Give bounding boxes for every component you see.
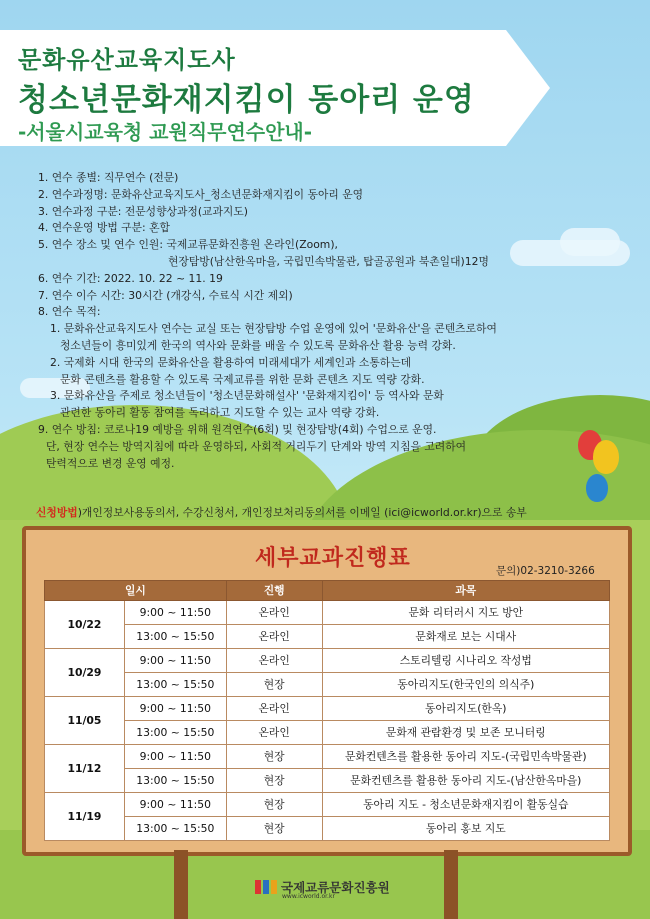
info-line: 3. 연수과정 구분: 전문성향상과정(교과지도) — [38, 204, 248, 218]
schedule-table — [44, 580, 610, 841]
schedule-title: 세부교과진행표 — [255, 546, 411, 571]
title-line-1: 문화유산교육지도사 — [18, 46, 236, 74]
table-row — [45, 697, 610, 721]
subject-cell: 동아리 홍보 지도 — [322, 817, 609, 841]
mode-cell: 온라인 — [226, 649, 322, 673]
header-subject: 과목 — [322, 581, 609, 601]
table-row — [45, 745, 610, 769]
title-line-2: 청소년문화재지킴이 동아리 운영 — [18, 82, 475, 118]
mode-cell: 온라인 — [226, 625, 322, 649]
table-row — [45, 721, 610, 745]
subject-cell: 문화 리터러시 지도 방안 — [322, 601, 609, 625]
mode-cell: 현장 — [226, 673, 322, 697]
subject-cell: 문화컨텐츠를 활용한 동아리 지도-(국립민속박물관) — [322, 745, 609, 769]
application-label: 신청방법 — [36, 506, 78, 519]
mode-cell: 현장 — [226, 793, 322, 817]
info-line: 현장탐방(남산한옥마을, 국립민속박물관, 탑골공원과 북촌일대)12명 — [168, 254, 489, 268]
info-line: 9. 연수 방침: 코로나19 예방을 위해 원격연수(6회) 및 현장탐방(4회) 수업으로 운영. — [38, 422, 437, 436]
subject-cell: 동아리지도(한옥) — [322, 697, 609, 721]
info-line: 단, 현장 연수는 방역지침에 따라 운영하되, 사회적 거리두기 단계와 방역 지침을 고려하여 — [46, 439, 467, 453]
mode-cell: 온라인 — [226, 697, 322, 721]
mode-cell: 온라인 — [226, 601, 322, 625]
time-cell: 13:00 ~ 15:50 — [124, 673, 226, 697]
table-row — [45, 769, 610, 793]
header-datetime: 일시 — [45, 581, 227, 601]
subject-cell: 동아리 지도 - 청소년문화재지킴이 활동실습 — [322, 793, 609, 817]
subject-cell: 문화재 관람환경 및 보존 모니터링 — [322, 721, 609, 745]
date-cell: 11/19 — [45, 793, 125, 841]
mode-cell: 현장 — [226, 745, 322, 769]
mode-cell: 현장 — [226, 769, 322, 793]
mode-cell: 온라인 — [226, 721, 322, 745]
time-cell: 9:00 ~ 11:50 — [124, 793, 226, 817]
info-line: 2. 연수과정명: 문화유산교육지도사_청소년문화재지킴이 동아리 운영 — [38, 187, 364, 201]
info-line: 5. 연수 장소 및 연수 인원: 국제교류문화진흥원 온라인(Zoom), — [38, 238, 338, 252]
info-line: 7. 연수 이수 시간: 30시간 (개강식, 수료식 시간 제외) — [38, 288, 293, 302]
course-info — [38, 170, 628, 472]
table-row — [45, 673, 610, 697]
board-post-right — [444, 850, 458, 919]
title-line-3: -서울시교육청 교원직무연수안내- — [18, 120, 313, 144]
mode-cell: 현장 — [226, 817, 322, 841]
time-cell: 13:00 ~ 15:50 — [124, 721, 226, 745]
subject-cell: 스토리텔링 시나리오 작성법 — [322, 649, 609, 673]
footer-logo — [255, 878, 390, 900]
table-row — [45, 793, 610, 817]
application-text: )개인정보사용동의서, 수강신청서, 개인정보처리동의서를 이메일 (ici@icworld.or.kr)으로 송부 — [77, 506, 527, 519]
date-cell: 10/29 — [45, 649, 125, 697]
info-line: 관련한 동아리 활동 참여를 독려하고 지도할 수 있는 교사 역량 강화. — [60, 406, 380, 420]
time-cell: 13:00 ~ 15:50 — [124, 769, 226, 793]
subject-cell: 문화재로 보는 시대사 — [322, 625, 609, 649]
info-line: 2. 국제화 시대 한국의 문화유산을 활용하여 미래세대가 세계인과 소통하는데 — [50, 355, 412, 369]
inquiry-phone: 문의)02-3210-3266 — [496, 565, 595, 577]
table-row — [45, 817, 610, 841]
table-row — [45, 601, 610, 625]
info-line: 청소년들이 흥미있게 한국의 역사와 문화를 배울 수 있도록 문화유산 활용 능력 강화. — [60, 338, 456, 352]
ici-logo-icon — [255, 880, 277, 894]
time-cell: 9:00 ~ 11:50 — [124, 601, 226, 625]
application-method — [36, 505, 527, 520]
board-post-left — [174, 850, 188, 919]
time-cell: 9:00 ~ 11:50 — [124, 649, 226, 673]
table-row — [45, 625, 610, 649]
subject-cell: 문화컨텐츠를 활용한 동아리 지도-(남산한옥마을) — [322, 769, 609, 793]
time-cell: 9:00 ~ 11:50 — [124, 697, 226, 721]
date-cell: 11/12 — [45, 745, 125, 793]
org-name: 국제교류문화진흥원 — [281, 880, 390, 895]
info-line: 1. 연수 종별: 직무연수 (전문) — [38, 171, 179, 184]
header-mode: 진행 — [226, 581, 322, 601]
info-line: 탄력적으로 변경 운영 예정. — [46, 456, 175, 470]
table-row — [45, 649, 610, 673]
org-url: www.icworld.or.kr — [282, 893, 335, 900]
time-cell: 13:00 ~ 15:50 — [124, 625, 226, 649]
date-cell: 10/22 — [45, 601, 125, 649]
table-header-row — [45, 581, 610, 601]
info-line: 1. 문화유산교육지도사 연수는 교실 또는 현장탐방 수업 운영에 있어 '문화유산'을 콘텐츠로하여 — [50, 322, 497, 336]
info-line: 3. 문화유산을 주제로 청소년들이 '청소년문화해설사' '문화재지킴이' 등 역사와 문화 — [50, 389, 444, 403]
info-line: 4. 연수운영 방법 구분: 혼합 — [38, 221, 170, 235]
date-cell: 11/05 — [45, 697, 125, 745]
subject-cell: 동아리지도(한국인의 의식주) — [322, 673, 609, 697]
info-line: 6. 연수 기간: 2022. 10. 22 ~ 11. 19 — [38, 271, 223, 285]
info-line: 8. 연수 목적: — [38, 305, 101, 319]
time-cell: 9:00 ~ 11:50 — [124, 745, 226, 769]
time-cell: 13:00 ~ 15:50 — [124, 817, 226, 841]
balloon-blue — [586, 474, 608, 502]
info-line: 문화 콘텐츠를 활용할 수 있도록 국제교류를 위한 문화 콘텐츠 지도 역량 강화. — [60, 372, 425, 386]
